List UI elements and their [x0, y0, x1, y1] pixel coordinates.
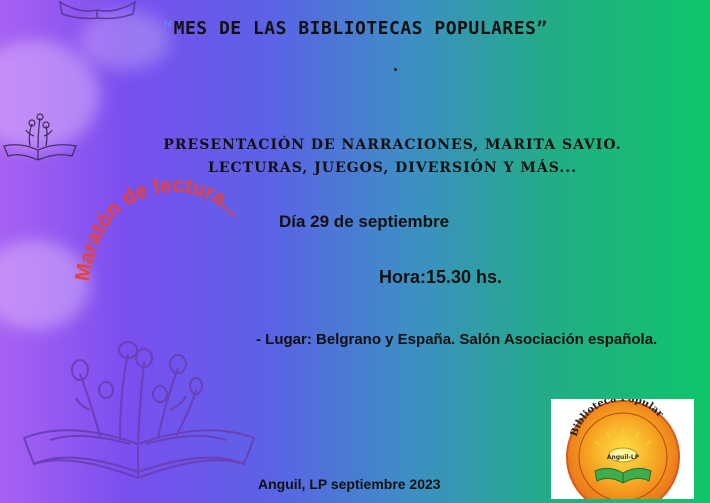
open-book-flowers-icon — [20, 340, 260, 490]
logo-name: Biblioteca opular — [568, 399, 666, 439]
logo-place: Anguil-LP — [606, 454, 640, 461]
marathon-arc-text — [60, 170, 280, 320]
small-book-flowers-icon — [0, 112, 80, 162]
event-date: Día 29 de septiembre — [279, 212, 450, 231]
library-logo — [551, 399, 694, 499]
title-quote-open: “ — [162, 18, 174, 39]
marathon-text-path: Maratón de lectura... — [70, 173, 247, 284]
marathon-label — [71, 174, 247, 283]
title-quote-close: ” — [536, 18, 548, 39]
library-logo-icon — [551, 399, 694, 499]
event-place: - Lugar: Belgrano y España. Salón Asociación española. — [256, 331, 658, 348]
presentation-line-2: LECTURAS, JUEGOS, DIVERSIÓN Y MÁS... — [208, 160, 577, 176]
page-title — [0, 18, 710, 39]
decorative-dot — [394, 68, 397, 71]
footer-text: Anguil, LP septiembre 2023 — [258, 476, 441, 492]
presentation-line-1: PRESENTACIÓN DE NARRACIONES, MARITA SAVIO. — [163, 137, 622, 153]
title-text: MES DE LAS BIBLIOTECAS POPULARES — [173, 18, 537, 39]
event-time: Hora:15.30 hs. — [379, 267, 503, 287]
